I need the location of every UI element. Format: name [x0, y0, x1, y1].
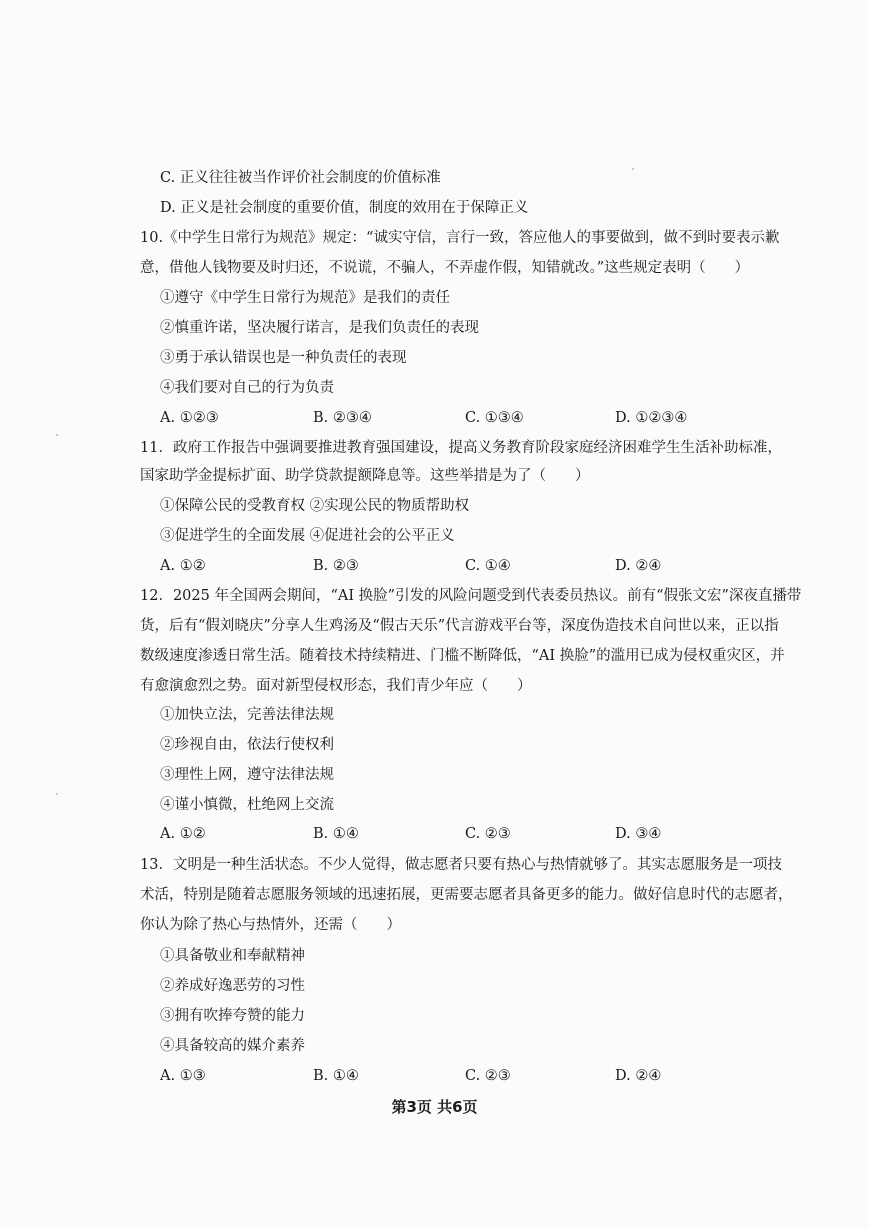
question-stem: 11．政府工作报告中强调要推进教育强国建设，提高义务教育阶段家庭经济困难学生生活补助标准， [140, 440, 782, 456]
question-stem: 12．2025 年全国两会期间，“AI 换脸”引发的风险问题受到代表委员热议。前有“假张文宏”深夜直播带 [140, 588, 802, 604]
question-stem: 你认为除了热心与热情外，还需（ ） [140, 917, 401, 933]
list-item: ②珍视自由，依法行使权利 [160, 737, 334, 753]
list-item: ①保障公民的受教育权 ②实现公民的物质帮助权 [160, 498, 470, 514]
option-c: C. ①④ [465, 558, 511, 574]
scan-speck [56, 793, 58, 795]
list-item: ④谨小慎微，杜绝网上交流 [160, 797, 334, 813]
option-a: A. ①③ [160, 1068, 206, 1084]
question-stem: 10.《中学生日常行为规范》规定：“诚实守信，言行一致，答应他人的事要做到，做不到时要表示歉 [140, 230, 780, 246]
list-item: ③理性上网，遵守法律法规 [160, 767, 334, 783]
option-a: A. ①② [160, 826, 206, 842]
list-item: ③促进学生的全面发展 ④促进社会的公平正义 [160, 528, 455, 544]
list-item: ①具备敬业和奉献精神 [160, 948, 305, 964]
question-stem: 货，后有“假刘晓庆”分享人生鸡汤及“假古天乐”代言游戏平台等，深度伪造技术自问世以来，正以指 [140, 618, 779, 634]
option-b: B. ②③④ [313, 410, 372, 426]
list-item: ②养成好逸恶劳的习性 [160, 978, 305, 994]
question-stem: 13．文明是一种生活状态。不少人觉得，做志愿者只要有热心与热情就够了。其实志愿服务是一项技 [140, 857, 782, 873]
question-stem: 数级速度渗透日常生活。随着技术持续精进、门槛不断降低，“AI 换脸”的滥用已成为侵权重灾区，并 [140, 648, 785, 664]
question-stem: 术活，特别是随着志愿服务领域的迅速拓展，更需要志愿者具备更多的能力。做好信息时代的志愿者， [140, 887, 793, 903]
option-b: B. ①④ [313, 1068, 359, 1084]
option-a: A. ①② [160, 558, 206, 574]
option-d: D. ②④ [615, 558, 662, 574]
question-stem: 意，借他人钱物要及时归还，不说谎，不骗人，不弄虚作假，知错就改。”这些规定表明（ ） [140, 260, 750, 276]
question-stem: 国家助学金提标扩面、助学贷款提额降息等。这些举措是为了（ ） [140, 468, 590, 484]
list-item: ①加快立法，完善法律法规 [160, 707, 334, 723]
page-number: 第3页 共6页 [391, 1098, 478, 1116]
scan-speck [632, 168, 634, 170]
list-item: ②慎重许诺，坚决履行诺言，是我们负责任的表现 [160, 320, 479, 336]
option-b: B. ①④ [313, 826, 359, 842]
scan-speck [56, 434, 58, 436]
list-item: ③拥有吹捧夸赞的能力 [160, 1008, 305, 1024]
option-d: D. ②④ [615, 1068, 662, 1084]
list-item: ④具备较高的媒介素养 [160, 1038, 305, 1054]
option-c: C. ①③④ [465, 410, 524, 426]
option-c: C. ②③ [465, 1068, 511, 1084]
prev-option-d: D. 正义是社会制度的重要价值，制度的效用在于保障正义 [160, 200, 529, 216]
question-stem: 有愈演愈烈之势。面对新型侵权形态，我们青少年应（ ） [140, 678, 532, 694]
list-item: ④我们要对自己的行为负责 [160, 380, 334, 396]
list-item: ③勇于承认错误也是一种负责任的表现 [160, 350, 407, 366]
option-d: D. ①②③④ [615, 410, 688, 426]
option-b: B. ②③ [313, 558, 359, 574]
option-a: A. ①②③ [160, 410, 219, 426]
option-d: D. ③④ [615, 826, 662, 842]
list-item: ①遵守《中学生日常行为规范》是我们的责任 [160, 290, 450, 306]
prev-option-c: C. 正义往往被当作评价社会制度的价值标准 [160, 170, 441, 186]
option-c: C. ②③ [465, 826, 511, 842]
